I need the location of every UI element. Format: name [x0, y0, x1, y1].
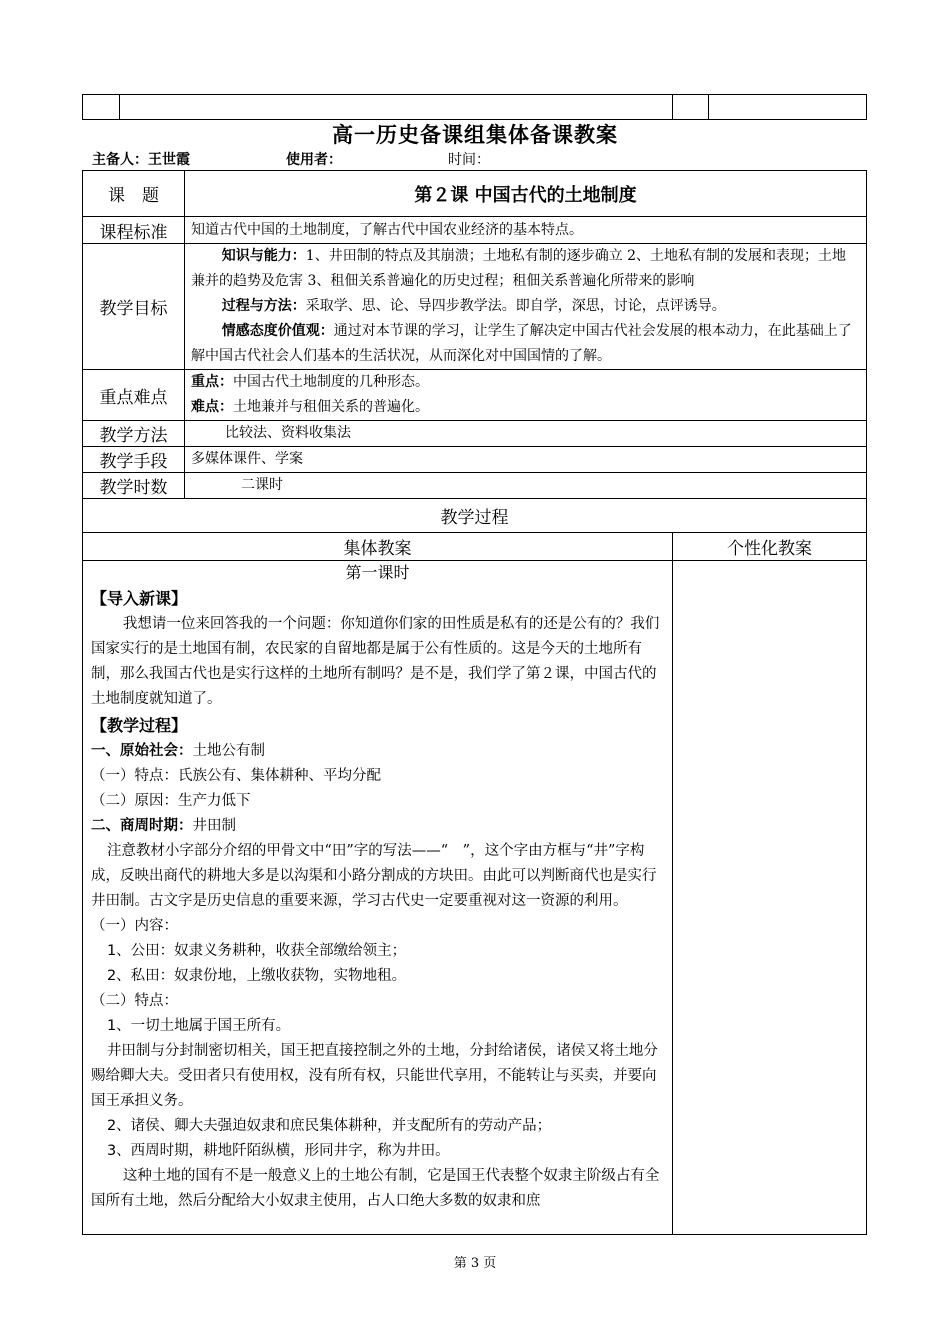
author-line — [92, 149, 792, 169]
goals-emotion-label: 情感态度价值观： — [221, 323, 334, 339]
top-cell-2 — [120, 95, 673, 120]
top-cell-3 — [673, 95, 709, 120]
content-label: （一）内容： — [91, 918, 178, 934]
goals-process-text: 采取学、思、论、导四步教学法。即自学，深思，讨论，点评诱导。 — [305, 298, 726, 314]
key-point-text: 中国古代土地制度的几种形态。 — [233, 374, 429, 390]
section-2-text: 井田制 — [192, 818, 236, 834]
feature-label: （二）特点： — [91, 993, 178, 1009]
process-header: 教学过程 — [83, 499, 867, 533]
section-2-label: 二、商周时期： — [91, 818, 193, 834]
key-point-label: 重点： — [191, 374, 233, 390]
standard-label: 课程标准 — [83, 217, 185, 244]
method-value: 比较法、资料收集法 — [185, 421, 867, 447]
section-1-label: 一、原始社会： — [91, 743, 193, 759]
top-cell-4 — [709, 95, 867, 120]
lesson-title: 第２课 中国古代的土地制度 — [185, 171, 867, 217]
time-label: 时间： — [448, 152, 490, 168]
intro-paragraph: 我想请一位来回答我的一个问题：你知道你们家的田性质是私有的还是公有的？我们国家实行的是土地国有制，农民家的自留地都是属于公有性质的。这是今天的土地所有制，那么我国古代也是实行这样的土地所有制吗？是不是，我们学了第２课，中国古代的土地制度就知道了。 — [91, 616, 660, 707]
section-1-item-1: （一）特点：氏族公有、集体耕种、平均分配 — [91, 768, 381, 784]
hours-value: 二课时 — [185, 473, 867, 499]
hours-label: 教学时数 — [83, 473, 185, 499]
user-label: 使用者： — [286, 152, 342, 168]
goals-cell — [185, 244, 867, 370]
lesson-one-heading: 第一课时 — [345, 563, 410, 582]
goals-knowledge-text: 1、井田制的特点及其崩溃；土地私有制的逐步确立 2、土地私有制的发展和表现；土地兼并的趋势及危害 3、租佃关系普遍化的历史过程；租佃关系普遍化所带来的影响 — [191, 248, 847, 289]
content-item-2: 2、私田：奴隶份地，上缴收获物，实物地租。 — [106, 968, 407, 984]
feature-item-2: 2、诸侯、卿大夫强迫奴隶和庶民集体耕种，并支配所有的劳动产品； — [106, 1118, 552, 1134]
author-label: 主备人： — [92, 152, 148, 168]
lesson-plan-table — [82, 170, 867, 1235]
personal-header: 个性化教案 — [673, 533, 867, 561]
section-1-text: 土地公有制 — [192, 743, 265, 759]
collective-content — [83, 561, 673, 1235]
goals-emotion-text: 通过对本节课的学习，让学生了解决定中国古代社会发展的根本动力，在此基础上了解中国古代社会人们基本的生活状况，从而深化对中国国情的了解。 — [191, 323, 852, 364]
final-paragraph: 这种土地的国有不是一般意义上的土地公有制，它是国王代表整个奴隶主阶级占有全国所有土地，然后分配给大小奴隶主使用，占人口绝大多数的奴隶和庶 — [91, 1168, 660, 1209]
goals-process-label: 过程与方法： — [221, 298, 306, 314]
top-cell-1 — [83, 95, 120, 120]
standard-value: 知道古代中国的土地制度，了解古代中国农业经济的基本特点。 — [185, 217, 867, 244]
feature-paragraph: 井田制与分封制密切相关，国王把直接控制之外的土地，分封给诸侯，诸侯又将土地分赐给卿大夫。受田者只有使用权，没有所有权，只能世代享用，不能转让与买卖，并要向国王承担义务。 — [91, 1043, 658, 1109]
document-title: 高一历史备课组集体备课教案 — [332, 123, 618, 147]
collective-header: 集体教案 — [83, 533, 673, 561]
top-header-table — [82, 94, 867, 120]
process-heading: 【教学过程】 — [91, 716, 188, 735]
means-label: 教学手段 — [83, 447, 185, 473]
goals-label: 教学目标 — [83, 244, 185, 370]
feature-item-3: 3、西周时期，耕地阡陌纵横，形同井字，称为井田。 — [106, 1143, 450, 1159]
means-value: 多媒体课件、学案 — [185, 447, 867, 473]
key-cell — [185, 370, 867, 421]
feature-item-1: 1、一切土地属于国王所有。 — [106, 1018, 291, 1034]
section-1-item-2: （二）原因：生产力低下 — [91, 793, 251, 809]
difficult-text: 土地兼并与租佃关系的普遍化。 — [233, 399, 429, 415]
intro-heading: 【导入新课】 — [91, 589, 188, 608]
goals-knowledge-label: 知识与能力： — [221, 248, 306, 264]
author-name: 王世霞 — [148, 152, 190, 168]
difficult-label: 难点： — [191, 399, 233, 415]
topic-label: 课 题 — [83, 171, 185, 217]
personal-content — [673, 561, 867, 1235]
content-item-1: 1、公田：奴隶义务耕种，收获全部缴给领主； — [106, 943, 407, 959]
method-label: 教学方法 — [83, 421, 185, 447]
page-number: 第 3 页 — [453, 1256, 497, 1271]
section-2-paragraph: 注意教材小字部分介绍的甲骨文中“田”字的写法——“ ”，这个字由方框与“井”字构成，反映出商代的耕地大多是以沟渠和小路分割成的方块田。由此可以判断商代也是实行井田制。古文字是历史信息的重要来源，学习古代史一定要重视对这一资源的利用。 — [91, 843, 657, 909]
key-label: 重点难点 — [83, 370, 185, 421]
